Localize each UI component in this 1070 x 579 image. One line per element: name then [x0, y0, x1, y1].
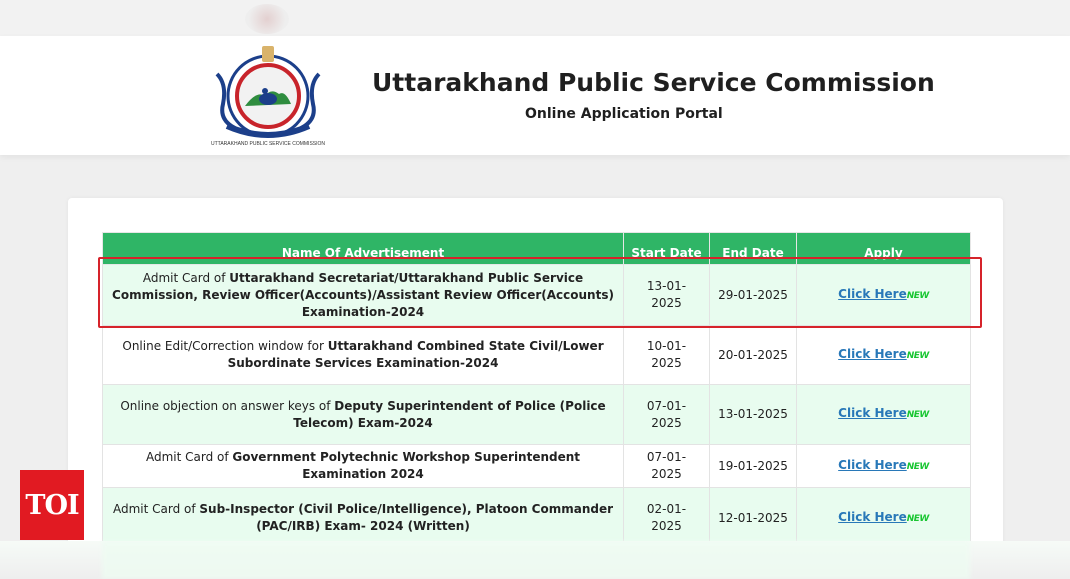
end-date: 29-01-2025	[710, 265, 797, 326]
end-date: 13-01-2025	[710, 385, 797, 445]
apply-cell	[797, 445, 971, 488]
column-header: Name Of Advertisement	[103, 233, 624, 265]
table-header-row	[103, 233, 971, 265]
toi-watermark: TOI	[20, 470, 84, 540]
ukpsc-logo-icon[interactable]	[205, 44, 331, 148]
start-date: 13-01-2025	[624, 265, 710, 326]
click-here-link[interactable]: Click Here	[838, 509, 907, 524]
blurred-next-row	[0, 541, 1070, 579]
advertisement-name: Admit Card of Sub-Inspector (Civil Police/Intelligence), Platoon Commander (PAC/IRB) Exam- 2024 (Written)	[103, 488, 624, 549]
advertisement-name: Admit Card of Uttarakhand Secretariat/Uttarakhand Public Service Commission, Review Officer(Accounts)/Assistant Review Officer(Accounts) Examination-2024	[103, 265, 624, 326]
advertisement-name: Online objection on answer keys of Deputy Superintendent of Police (Police Telecom) Exam-2024	[103, 385, 624, 445]
table-row	[103, 265, 971, 326]
new-badge: NEW	[906, 290, 929, 301]
apply-cell	[797, 326, 971, 385]
site-header	[0, 36, 1070, 155]
start-date: 07-01-2025	[624, 385, 710, 445]
table-row	[103, 385, 971, 445]
click-here-link[interactable]: Click Here	[838, 457, 907, 472]
blurred-row	[102, 541, 970, 579]
end-date: 12-01-2025	[710, 488, 797, 549]
advertisement-name: Admit Card of Government Polytechnic Workshop Superintendent Examination 2024	[103, 445, 624, 488]
column-header: Start Date	[624, 233, 710, 265]
click-here-link[interactable]: Click Here	[838, 346, 907, 361]
new-badge: NEW	[906, 461, 929, 472]
column-header: Apply	[797, 233, 971, 265]
end-date: 20-01-2025	[710, 326, 797, 385]
blurred-emblem	[245, 4, 289, 34]
table-row	[103, 445, 971, 488]
apply-cell	[797, 385, 971, 445]
end-date: 19-01-2025	[710, 445, 797, 488]
page-title: Uttarakhand Public Service Commission	[372, 68, 935, 97]
advertisement-table	[102, 232, 971, 549]
new-badge: NEW	[906, 410, 929, 420]
click-here-link[interactable]: Click Here	[838, 286, 907, 301]
apply-cell	[797, 265, 971, 326]
start-date: 07-01-2025	[624, 445, 710, 488]
advertisement-name: Online Edit/Correction window for Uttarakhand Combined State Civil/Lower Subordinate Services Examination-2024	[103, 326, 624, 385]
page-subtitle: Online Application Portal	[525, 106, 723, 122]
apply-cell	[797, 488, 971, 549]
top-band	[0, 0, 1070, 36]
new-badge: NEW	[906, 513, 929, 524]
table-row	[103, 488, 971, 549]
start-date: 02-01-2025	[624, 488, 710, 549]
click-here-link[interactable]: Click Here	[838, 406, 907, 420]
svg-text:UTTARAKHAND PUBLIC SERVICE COM: UTTARAKHAND PUBLIC SERVICE COMMISSION	[211, 141, 325, 147]
table-row	[103, 326, 971, 385]
new-badge: NEW	[906, 350, 929, 361]
start-date: 10-01-2025	[624, 326, 710, 385]
column-header: End Date	[710, 233, 797, 265]
